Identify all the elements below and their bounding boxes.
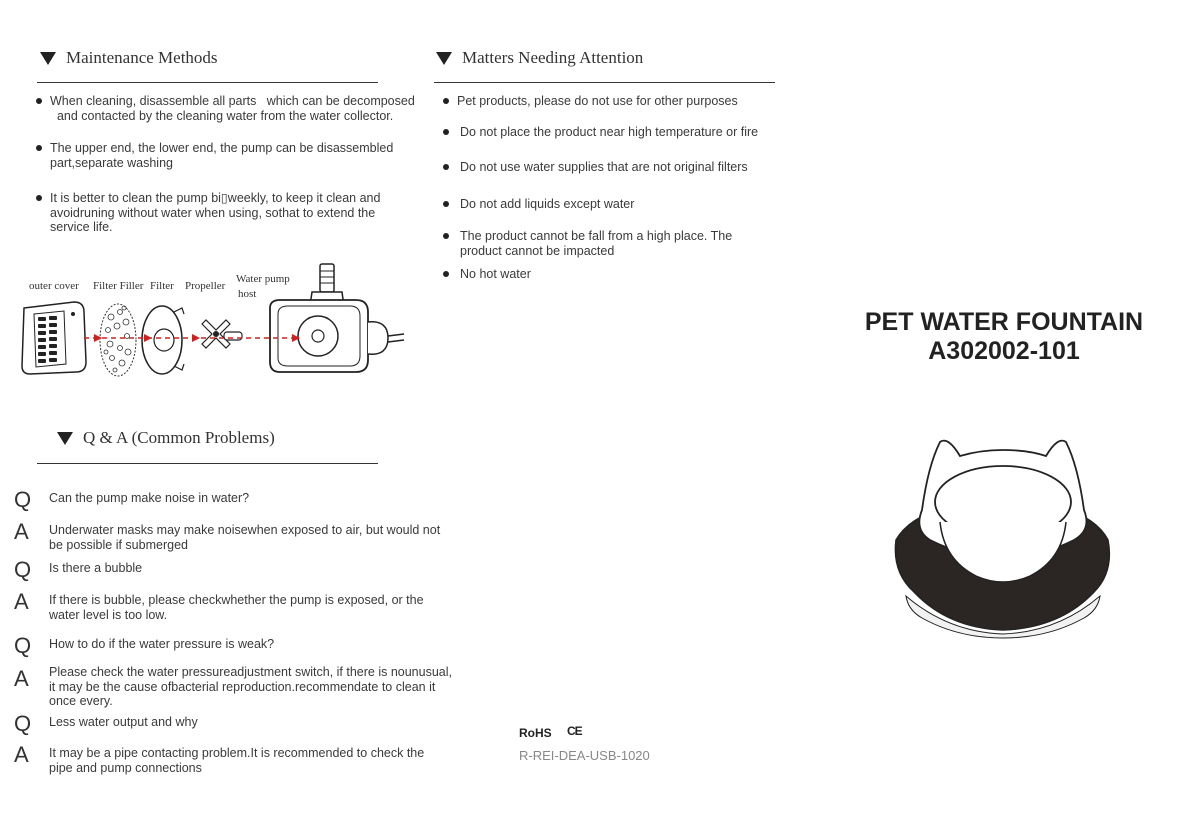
label-filter: Filter — [150, 280, 174, 292]
qa-heading — [57, 428, 275, 448]
label-outer-cover: outer cover — [29, 280, 79, 292]
qa-heading-text: Q & A (Common Problems) — [83, 428, 275, 447]
a-letter: A — [14, 666, 29, 691]
question-text: Is there a bubble — [49, 561, 143, 575]
a-letter: A — [14, 589, 29, 614]
question-text: Can the pump make noise in water? — [49, 491, 250, 505]
rohs-mark: RoHS — [519, 726, 552, 740]
maintenance-divider — [37, 82, 378, 83]
qa-answer — [14, 591, 444, 622]
pump-exploded-diagram — [16, 262, 406, 382]
answer-text: Underwater masks may make noisewhen exposed to air, but would not be possible if submerged — [49, 523, 441, 552]
triangle-down-icon — [436, 52, 452, 65]
qa-question — [14, 713, 444, 735]
label-host: host — [238, 288, 257, 300]
qa-question — [14, 635, 444, 657]
question-text: Less water output and why — [49, 715, 198, 729]
q-letter: Q — [14, 557, 32, 582]
ce-mark: CE — [567, 724, 582, 738]
maintenance-item: It is better to clean the pump bi▯weekly, to keep it clean and avoidruning without water when using, sothat to extend the service life. — [36, 191, 380, 235]
product-title: PET WATER FOUNTAIN — [864, 308, 1144, 336]
filter-filler-part — [100, 304, 136, 376]
q-letter: Q — [14, 633, 32, 658]
answer-text: Please check the water pressureadjustment switch, if there is nounusual, it may be the cause ofbacterial reproduction.recommendate to clean it once every. — [49, 665, 452, 708]
qa-divider — [37, 463, 378, 464]
fountain-illustration — [888, 432, 1118, 642]
q-letter: Q — [14, 711, 32, 736]
attention-heading-text: Matters Needing Attention — [462, 48, 644, 67]
qa-question — [14, 559, 444, 581]
a-letter: A — [14, 742, 29, 767]
label-propeller: Propeller — [185, 280, 226, 292]
attention-item: Do not place the product near high temperature or fire — [443, 125, 783, 140]
propeller-part — [202, 320, 242, 348]
question-text: How to do if the water pressure is weak? — [49, 637, 275, 651]
attention-heading — [436, 48, 643, 68]
triangle-down-icon — [40, 52, 56, 65]
triangle-down-icon — [57, 432, 73, 445]
qa-answer — [14, 665, 452, 709]
product-code: R-REI-DEA-USB-1020 — [519, 748, 650, 763]
product-model: A302002-101 — [928, 337, 1080, 365]
qa-answer — [14, 521, 444, 552]
label-filter-filler: Filter Filler — [93, 280, 144, 292]
answer-text: It may be a pipe contacting problem.It is recommended to check the pipe and pump connections — [49, 746, 425, 775]
answer-text: If there is bubble, please checkwhether the pump is exposed, or the water level is too low. — [49, 593, 424, 622]
outer-cover-part — [22, 302, 86, 374]
maintenance-heading-text: Maintenance Methods — [66, 48, 218, 67]
q-letter: Q — [14, 487, 32, 512]
attention-item: The product cannot be fall from a high place. The product cannot be impacted — [443, 229, 783, 258]
attention-divider — [434, 82, 775, 83]
maintenance-heading — [40, 48, 218, 68]
label-water-pump: Water pump — [236, 273, 290, 285]
attention-item: No hot water — [443, 267, 783, 282]
attention-item: Pet products, please do not use for other purposes — [443, 94, 783, 109]
filter-part — [142, 306, 184, 374]
qa-question — [14, 489, 444, 511]
maintenance-item: When cleaning, disassemble all parts which can be decomposed and contacted by the cleaning water from the water collector. — [36, 94, 415, 123]
qa-answer — [14, 744, 444, 775]
attention-item: Do not use water supplies that are not original filters — [443, 160, 783, 175]
maintenance-item: The upper end, the lower end, the pump can be disassembled part,separate washing — [36, 141, 393, 170]
pump-host-part — [270, 264, 404, 372]
a-letter: A — [14, 519, 29, 544]
attention-item: Do not add liquids except water — [443, 197, 783, 212]
